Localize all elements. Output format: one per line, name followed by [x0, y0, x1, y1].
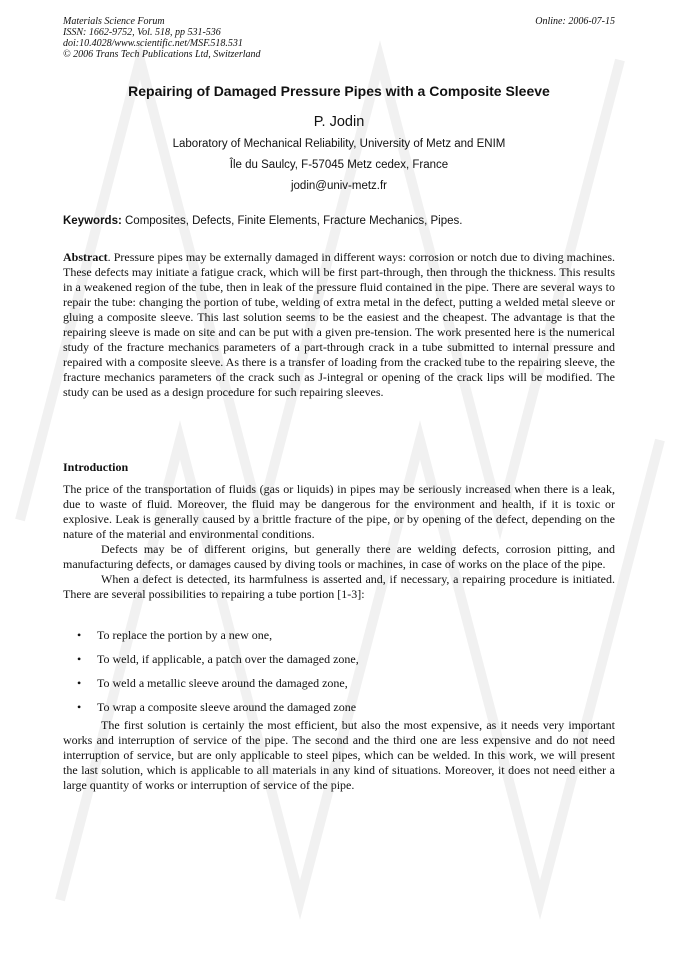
affiliation-line-2: Île du Saulcy, F-57045 Metz cedex, France: [229, 159, 449, 171]
journal-name: Materials Science Forum: [63, 16, 165, 27]
abstract-label: Abstract: [63, 250, 108, 264]
journal-header: [63, 16, 615, 60]
paper-title: Repairing of Damaged Pressure Pipes with a Composite Sleeve: [128, 83, 550, 99]
keywords-label: Keywords:: [63, 215, 122, 227]
introduction-conclusion: [63, 718, 615, 793]
abstract: [63, 250, 615, 400]
abstract-text: . Pressure pipes may be externally damaged in different ways: corrosion or notch due to diving machines. These defects may initiate a fatigue crack, which will be first part-through, then through the thickness. This results in a weakened region of the tube, then in leak of the pressure fluid contained in the pipe. There are several ways to repair the tube: changing the portion of tube, welding of extra metal in the defect, putting a welded metal sleeve or gluing a composite sleeve. This last solution seems to be the easiest and the cheapest. The advantage is that the repairing sleeve is made on site and can be put with a given pre-tension. The work presented here is the numerical study of the fracture mechanics parameters of a part-through crack in a tube submitted to internal pressure and repaired with a composite sleeve. As there is a transfer of loading from the cracked tube to the repairing sleeve, the fracture mechanics parameters of the crack such as J-integral or opening of the crack lips will be modified. The study can be used as a design procedure for such repairing sleeves.: [63, 250, 615, 399]
introduction-heading: Introduction: [63, 460, 129, 474]
intro-paragraph-1: The price of the transportation of fluids (gas or liquids) in pipes may be seriously increased when there is a leak, due to waste of fluid. Moreover, the fluid may be dangerous for the environment and health, if it is toxic or explosive. Leak is generally caused by a brittle fracture of the pipe, or by opening of the defect, depending on the nature of the material and environmental conditions.: [63, 482, 615, 541]
keywords-text: Composites, Defects, Finite Elements, Fracture Mechanics, Pipes.: [121, 215, 463, 227]
list-item: • To replace the portion by a new one,: [77, 628, 273, 642]
author-email: jodin@univ-metz.fr: [290, 180, 388, 192]
online-date: Online: 2006-07-15: [535, 16, 615, 27]
bullet-icon: •: [77, 652, 82, 666]
author-name: P. Jodin: [313, 114, 365, 130]
keywords: [63, 215, 623, 227]
doi-line: doi:10.4028/www.scientific.net/MSF.518.531: [63, 38, 243, 49]
affiliation-line-1: Laboratory of Mechanical Reliability, University of Metz and ENIM: [172, 138, 506, 150]
intro-paragraph-2: Defects may be of different origins, but generally there are welding defects, corrosion pitting, and manufacturing defects, or damages caused by diving tools or machines, in case of works on the place of the pipe.: [63, 542, 615, 571]
repair-options-list: [63, 628, 615, 724]
list-item: • To wrap a composite sleeve around the damaged zone: [77, 700, 357, 714]
intro-paragraph-3: When a defect is detected, its harmfulness is asserted and, if necessary, a repairing procedure is initiated. There are several possibilities to repairing a tube portion [1-3]:: [63, 572, 615, 601]
intro-paragraph-4: The first solution is certainly the most efficient, but also the most expensive, as it needs very important works and interruption of service of the pipe. The second and the third one are less expensive and do not need interruption of service, but are only applicable to steel pipes, which can be welded. In this work, we will present the last solution, which is applicable to all materials in any kind of situations. Moreover, it does not need either a large quantity of works or interruption of service of the pipe.: [63, 718, 615, 792]
list-item: • To weld a metallic sleeve around the damaged zone,: [77, 676, 348, 690]
issn-line: ISSN: 1662-9752, Vol. 518, pp 531-536: [63, 27, 221, 38]
introduction-body: [63, 482, 615, 602]
bullet-icon: •: [77, 676, 82, 690]
list-item: • To weld, if applicable, a patch over the damaged zone,: [77, 652, 359, 666]
copyright-line: © 2006 Trans Tech Publications Ltd, Switzerland: [63, 49, 261, 60]
bullet-icon: •: [77, 700, 82, 714]
bullet-icon: •: [77, 628, 82, 642]
